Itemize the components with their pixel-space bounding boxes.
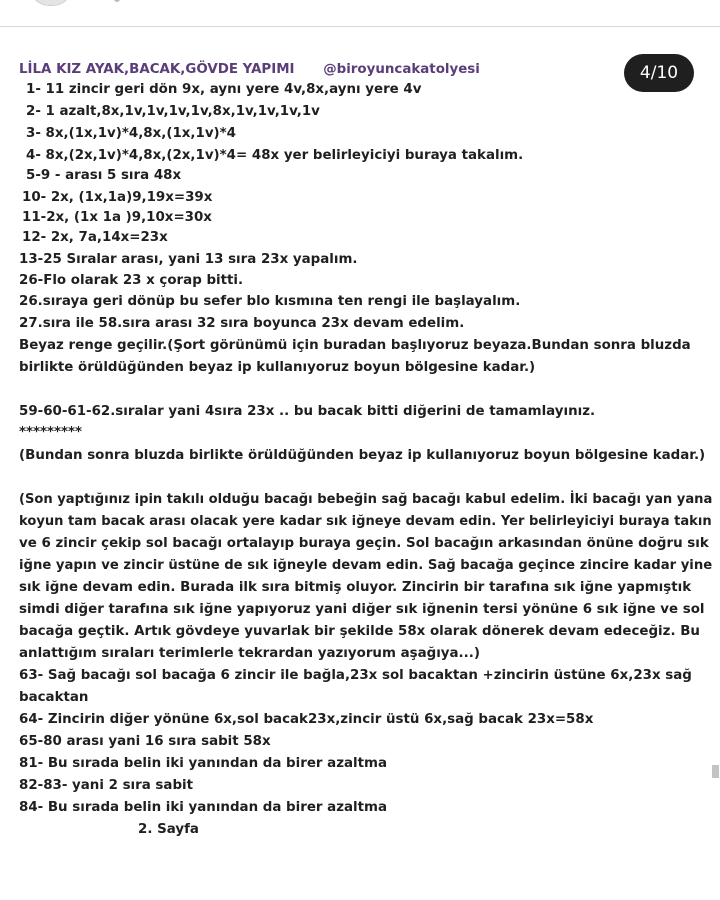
separator-stars: ********* xyxy=(19,425,83,440)
pattern-line: 82-83- yani 2 sıra sabit xyxy=(19,778,194,793)
avatar[interactable] xyxy=(28,0,74,6)
pattern-line: 65-80 arası yani 16 sıra sabit 58x xyxy=(19,734,271,749)
top-status-strip xyxy=(0,0,720,27)
pattern-line: bacağa geçtik. Artık gövdeye yuvarlak bir şekilde 58x olarak dönerek devam edeceğiz. Bu xyxy=(19,624,700,639)
pattern-line: Beyaz renge geçilir.(Şort görünümü için buradan başlıyoruz beyaza.Bundan sonra bluzda xyxy=(19,338,691,353)
pattern-line: 84- Bu sırada belin iki yanından da birer azaltma xyxy=(19,800,388,815)
pattern-line: birlikte örüldüğünden beyaz ip kullanıyoruz boyun bölgesine kadar.) xyxy=(19,360,536,375)
pattern-line: 81- Bu sırada belin iki yanından da birer azaltma xyxy=(19,756,388,771)
scrollbar-thumb[interactable] xyxy=(712,765,719,778)
pattern-line: simdi diğer tarafına sık iğne yapıyoruz yani diğer sık iğnenin tersi yönüne 6 sık iğne ve sol xyxy=(19,602,705,617)
pattern-line: 12- 2x, 7a,14x=23x xyxy=(22,230,168,245)
pattern-line: 63- Sağ bacağı sol bacağa 6 zincir ile bağla,23x sol bacaktan +zincirin üstüne 6x,23x sağ xyxy=(19,668,692,683)
pattern-line: bacaktan xyxy=(19,690,89,705)
pattern-line: 26.sıraya geri dönüp bu sefer blo kısmına ten rengi ile başlayalım. xyxy=(19,294,521,309)
pattern-line: 1- 11 zincir geri dön 9x, aynı yere 4v,8x,aynı yere 4v xyxy=(26,82,422,97)
author-handle: @biroyuncakatolyesi xyxy=(323,62,480,77)
pattern-line: anlattığım sıraları terimlerle tekrardan yazıyorum aşağıya...) xyxy=(19,646,480,661)
page-indicator-badge: 4/10 xyxy=(624,54,694,92)
pattern-line: 59-60-61-62.sıralar yani 4sıra 23x .. bu bacak bitti diğerini de tamamlayınız. xyxy=(19,404,596,419)
pattern-line: iğne yapın ve zincir üstüne de sık iğneyle devam edin. Sağ bacağa geçince zincire kadar yine xyxy=(19,558,713,573)
document-title: LİLA KIZ AYAK,BACAK,GÖVDE YAPIMI xyxy=(19,62,295,77)
pattern-line: koyun tam bacak arası olacak yere kadar sık iğneye devam edin. Yer belirleyiciyi buraya takın xyxy=(19,514,712,529)
pattern-line: 3- 8x,(1x,1v)*4,8x,(1x,1v)*4 xyxy=(26,126,237,141)
page-footer-label: 2. Sayfa xyxy=(138,822,199,837)
pattern-line: 2- 1 azalt,8x,1v,1v,1v,1v,8x,1v,1v,1v,1v xyxy=(26,104,320,119)
pattern-line: (Son yaptığınız ipin takılı olduğu bacağı bebeğin sağ bacağı kabul edelim. İki bacağı yan yana xyxy=(19,492,713,507)
pattern-line: (Bundan sonra bluzda birlikte örüldüğünden beyaz ip kullanıyoruz boyun bölgesine kadar.) xyxy=(19,448,706,463)
pattern-line: 26-Flo olarak 23 x çorap bitti. xyxy=(19,273,244,288)
pattern-line: sık iğne devam edin. Burada ilk sıra bitmiş oluyor. Zincirin bir tarafına sık iğne yapmıştık xyxy=(19,580,692,595)
pattern-line: 4- 8x,(2x,1v)*4,8x,(2x,1v)*4= 48x yer belirleyiciyi buraya takalım. xyxy=(26,148,524,163)
pattern-line: 13-25 Sıralar arası, yani 13 sıra 23x yapalım. xyxy=(19,252,358,267)
pattern-line: 64- Zincirin diğer yönüne 6x,sol bacak23x,zincir üstü 6x,sağ bacak 23x=58x xyxy=(19,712,594,727)
username-fragment xyxy=(114,0,120,2)
pattern-line: 5-9 - arası 5 sıra 48x xyxy=(26,168,182,183)
pattern-line: ve 6 zincir çekip sol bacağı ortalayıp buraya geçin. Sol bacağın arkasından önüne doğru sık xyxy=(19,536,709,551)
pattern-line: 10- 2x, (1x,1a)9,19x=39x xyxy=(22,190,213,205)
document-header xyxy=(19,62,480,77)
pattern-line: 11-2x, (1x 1a )9,10x=30x xyxy=(22,210,212,225)
pattern-line: 27.sıra ile 58.sıra arası 32 sıra boyunca 23x devam edelim. xyxy=(19,316,465,331)
